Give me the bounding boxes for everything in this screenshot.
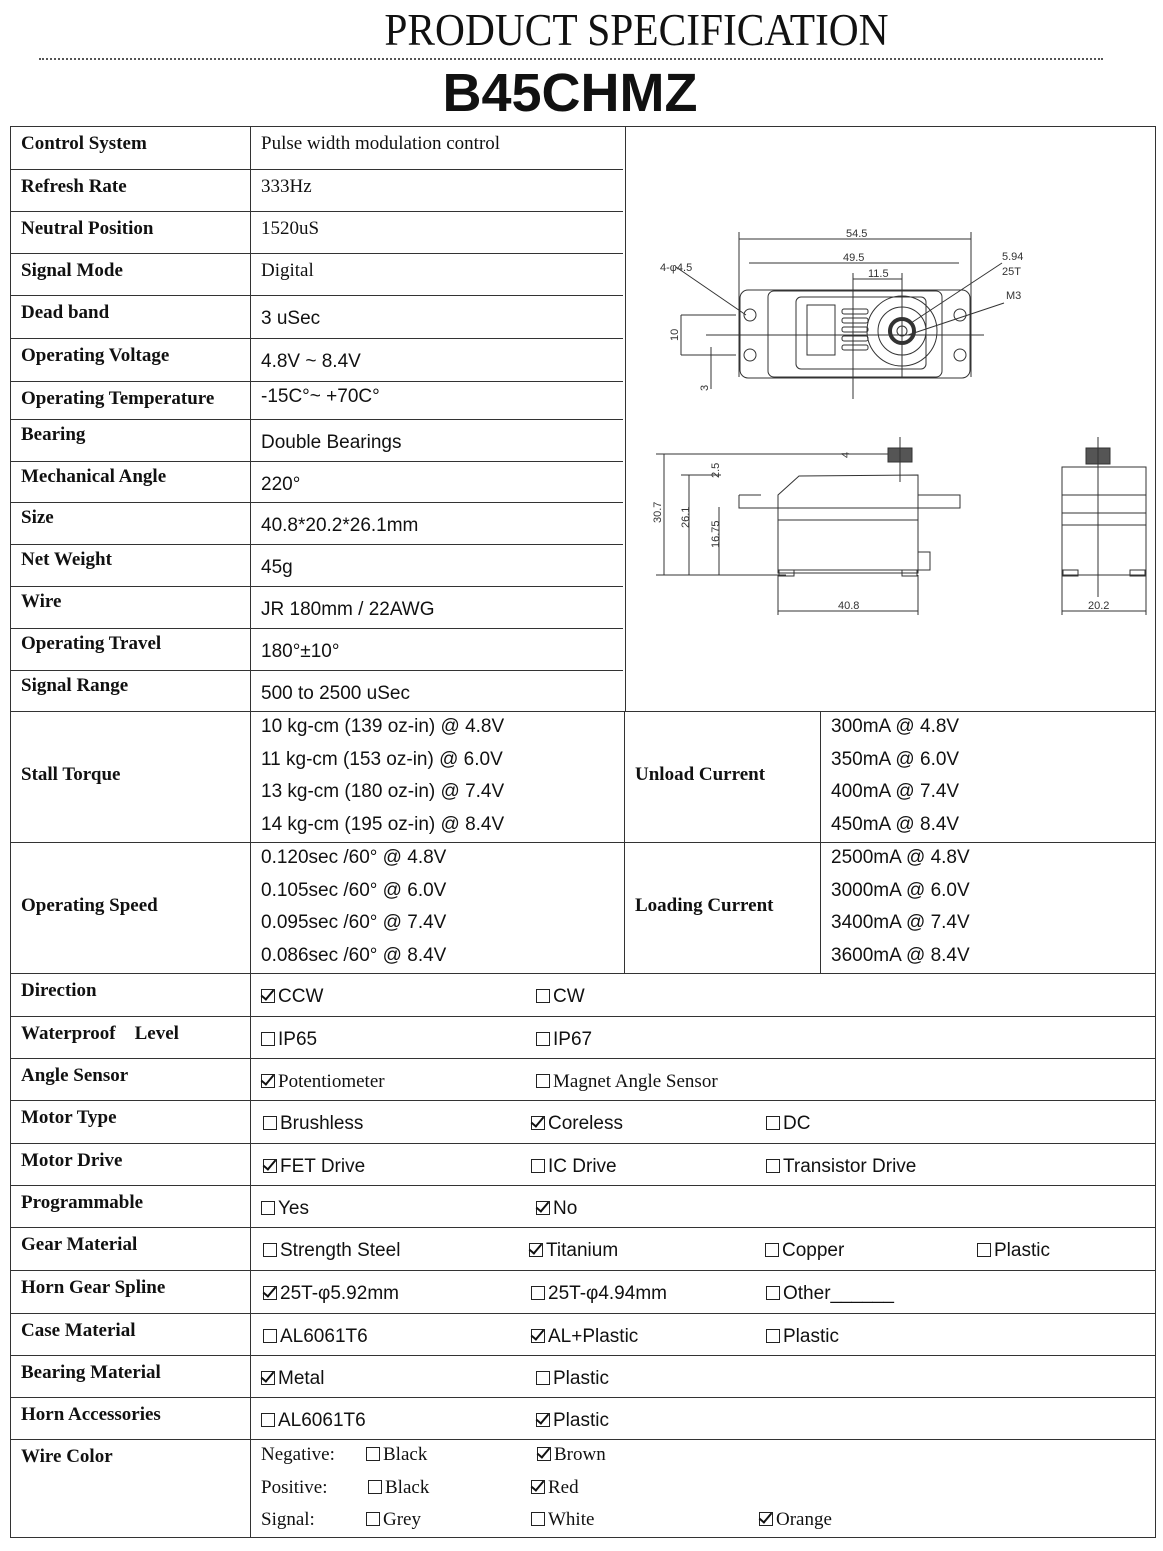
spec-row bbox=[11, 544, 623, 586]
wire-color-checkbox[interactable] bbox=[759, 1509, 832, 1531]
option-text: Other______ bbox=[783, 1283, 894, 1304]
svg-text:3: 3 bbox=[699, 384, 711, 391]
value-line: 0.086sec /60° @ 8.4V bbox=[261, 944, 447, 966]
option-text: Magnet Angle Sensor bbox=[553, 1071, 718, 1092]
unchecked-box-icon[interactable] bbox=[766, 1329, 780, 1343]
column-divider bbox=[250, 420, 251, 462]
option-checkbox[interactable] bbox=[531, 1326, 638, 1348]
option-text: DC bbox=[783, 1113, 811, 1134]
column-divider bbox=[250, 212, 251, 254]
spec-value: 1520uS bbox=[261, 218, 320, 239]
column-divider bbox=[250, 1059, 251, 1101]
dimension-drawing bbox=[625, 127, 1158, 711]
unchecked-box-icon[interactable] bbox=[261, 1201, 275, 1215]
unchecked-box-icon[interactable] bbox=[366, 1447, 380, 1461]
option-checkbox[interactable] bbox=[765, 1240, 844, 1262]
spec-value: Pulse width modulation control bbox=[261, 133, 501, 154]
option-checkbox[interactable] bbox=[531, 1283, 667, 1305]
option-row bbox=[11, 1355, 1155, 1397]
value-line: 0.095sec /60° @ 7.4V bbox=[261, 912, 447, 933]
option-checkbox[interactable] bbox=[977, 1240, 1050, 1262]
unchecked-box-icon[interactable] bbox=[536, 1074, 550, 1088]
option-text: 25T-φ5.92mm bbox=[280, 1283, 399, 1304]
column-divider bbox=[624, 712, 625, 843]
svg-text:54.5: 54.5 bbox=[846, 228, 868, 240]
option-label: Direction bbox=[21, 980, 97, 1001]
option-checkbox[interactable] bbox=[766, 1113, 810, 1135]
option-label: Horn Gear Spline bbox=[21, 1277, 166, 1298]
option-text: 25T-φ4.94mm bbox=[548, 1283, 667, 1304]
option-label: Motor Type bbox=[21, 1107, 117, 1128]
spec-value: 500 to 2500 uSec bbox=[261, 683, 410, 704]
option-row bbox=[11, 1313, 1155, 1355]
option-text: Brushless bbox=[280, 1113, 364, 1134]
option-checkbox[interactable] bbox=[263, 1326, 368, 1348]
option-label: Motor Drive bbox=[21, 1150, 123, 1171]
option-row bbox=[11, 1227, 1155, 1270]
unchecked-box-icon[interactable] bbox=[765, 1243, 779, 1257]
spec-row bbox=[11, 628, 623, 670]
unchecked-box-icon[interactable] bbox=[263, 1243, 277, 1257]
checked-box-icon[interactable] bbox=[529, 1243, 543, 1257]
value-line: 11 kg-cm (153 oz-in) @ 6.0V bbox=[261, 748, 503, 770]
option-checkbox[interactable] bbox=[536, 986, 585, 1008]
spec-label: Control System bbox=[21, 133, 147, 154]
column-divider bbox=[250, 843, 251, 974]
spec-value: 180°±10° bbox=[261, 641, 340, 662]
value-line: 10 kg-cm (139 oz-in) @ 4.8V bbox=[261, 716, 505, 737]
option-label: Angle Sensor bbox=[21, 1065, 129, 1086]
spec-value: 4.8V ~ 8.4V bbox=[261, 351, 361, 372]
svg-text:49.5: 49.5 bbox=[843, 252, 865, 264]
option-row bbox=[11, 973, 1155, 1016]
unchecked-box-icon[interactable] bbox=[368, 1480, 382, 1494]
column-divider bbox=[250, 1356, 251, 1398]
option-text: Red bbox=[548, 1476, 579, 1498]
option-text: Plastic bbox=[553, 1368, 609, 1389]
spec-value: 333Hz bbox=[261, 176, 312, 197]
option-text: White bbox=[548, 1509, 595, 1530]
option-checkbox[interactable] bbox=[261, 1029, 317, 1051]
current-value-line: 2500mA @ 4.8V bbox=[831, 847, 970, 868]
servo-drawing-icon bbox=[626, 127, 1158, 711]
spec-table bbox=[10, 126, 1156, 1538]
wire-color-checkbox[interactable] bbox=[537, 1444, 606, 1466]
svg-text:25T: 25T bbox=[1002, 266, 1021, 278]
title-divider bbox=[39, 58, 1103, 60]
option-row bbox=[11, 1143, 1155, 1185]
spec-row bbox=[11, 502, 623, 544]
model-number: B45CHMZ bbox=[442, 63, 698, 123]
wire-color-checkbox[interactable] bbox=[531, 1477, 579, 1499]
option-text: Orange bbox=[776, 1509, 832, 1530]
spec-value: -15C°~ +70C° bbox=[261, 386, 380, 407]
column-divider bbox=[250, 254, 251, 296]
option-text: Plastic bbox=[783, 1326, 839, 1347]
option-checkbox[interactable] bbox=[261, 1071, 385, 1093]
svg-text:40.8: 40.8 bbox=[838, 600, 860, 612]
unchecked-box-icon[interactable] bbox=[766, 1286, 780, 1300]
option-text: Strength Steel bbox=[280, 1240, 401, 1261]
option-label: Horn Accessories bbox=[21, 1404, 161, 1425]
option-text: Plastic bbox=[994, 1240, 1050, 1261]
option-text: Transistor Drive bbox=[783, 1156, 917, 1177]
option-text: Grey bbox=[383, 1509, 421, 1530]
option-text: Black bbox=[385, 1476, 430, 1498]
option-text: AL+Plastic bbox=[548, 1326, 639, 1347]
unchecked-box-icon[interactable] bbox=[531, 1286, 545, 1300]
option-checkbox[interactable] bbox=[531, 1156, 617, 1178]
svg-text:M3: M3 bbox=[1006, 290, 1022, 302]
option-text: AL6061T6 bbox=[278, 1410, 366, 1431]
value-line: 0.120sec /60° @ 4.8V bbox=[261, 847, 447, 868]
current-value-line: 450mA @ 8.4V bbox=[831, 813, 960, 835]
checked-box-icon[interactable] bbox=[531, 1480, 545, 1494]
checked-box-icon[interactable] bbox=[263, 1286, 277, 1300]
wire-color-checkbox[interactable] bbox=[366, 1509, 421, 1531]
spec-label: Operating Travel bbox=[21, 633, 162, 654]
column-divider bbox=[624, 843, 625, 974]
spec-label: Net Weight bbox=[21, 549, 112, 570]
spec-row bbox=[11, 670, 623, 711]
spec-value: 45g bbox=[261, 557, 293, 578]
option-text: CCW bbox=[278, 986, 324, 1007]
option-checkbox[interactable] bbox=[536, 1198, 577, 1220]
option-row bbox=[11, 1016, 1155, 1058]
column-divider bbox=[250, 296, 251, 339]
column-divider bbox=[250, 127, 251, 169]
option-label: Programmable bbox=[21, 1192, 144, 1213]
spec-row bbox=[11, 253, 623, 295]
wire-row-label: Negative: bbox=[261, 1444, 335, 1465]
option-checkbox[interactable] bbox=[536, 1029, 592, 1051]
value-line: 14 kg-cm (195 oz-in) @ 8.4V bbox=[261, 813, 505, 835]
option-text: Titanium bbox=[546, 1240, 619, 1261]
checked-box-icon[interactable] bbox=[531, 1329, 545, 1343]
column-divider bbox=[250, 1017, 251, 1059]
column-divider bbox=[250, 170, 251, 212]
column-divider bbox=[250, 462, 251, 503]
checked-box-icon[interactable] bbox=[263, 1159, 277, 1173]
unchecked-box-icon[interactable] bbox=[977, 1243, 991, 1257]
value-line: 13 kg-cm (180 oz-in) @ 7.4V bbox=[261, 781, 505, 802]
unchecked-box-icon[interactable] bbox=[536, 1371, 550, 1385]
spec-label: Neutral Position bbox=[21, 218, 154, 239]
svg-text:26.1: 26.1 bbox=[680, 506, 692, 528]
spec-row bbox=[11, 127, 623, 169]
option-checkbox[interactable] bbox=[261, 1368, 324, 1390]
column-divider bbox=[820, 712, 821, 843]
option-text: IP67 bbox=[553, 1029, 593, 1050]
column-divider bbox=[250, 712, 251, 843]
column-divider bbox=[250, 503, 251, 545]
checked-box-icon[interactable] bbox=[537, 1447, 551, 1461]
spec-value: Double Bearings bbox=[261, 432, 402, 453]
option-row bbox=[11, 1185, 1155, 1227]
option-text: Black bbox=[383, 1444, 428, 1465]
option-text: CW bbox=[553, 986, 585, 1007]
spec-label: Operating Temperature bbox=[21, 388, 215, 409]
option-label: Gear Material bbox=[21, 1234, 138, 1255]
wire-color-checkbox[interactable] bbox=[531, 1509, 594, 1531]
unchecked-box-icon[interactable] bbox=[531, 1159, 545, 1173]
spec-label: Stall Torque bbox=[21, 763, 121, 785]
spec-row bbox=[11, 338, 623, 381]
value-line: 0.105sec /60° @ 6.0V bbox=[261, 879, 447, 901]
svg-text:16.75: 16.75 bbox=[710, 520, 722, 548]
option-checkbox[interactable] bbox=[766, 1283, 894, 1305]
spec-value: 40.8*20.2*26.1mm bbox=[261, 515, 419, 536]
spec-row bbox=[11, 169, 623, 211]
unchecked-box-icon[interactable] bbox=[531, 1512, 545, 1526]
option-text: No bbox=[553, 1198, 578, 1219]
spec-value: 220° bbox=[261, 474, 301, 495]
option-label: Case Material bbox=[21, 1320, 136, 1341]
option-text: AL6061T6 bbox=[280, 1326, 368, 1347]
option-checkbox[interactable] bbox=[536, 1410, 609, 1432]
current-label: Unload Current bbox=[635, 763, 766, 785]
wire-row-label: Positive: bbox=[261, 1476, 328, 1498]
checked-box-icon[interactable] bbox=[261, 989, 275, 1003]
unchecked-box-icon[interactable] bbox=[261, 1032, 275, 1046]
current-value-line: 3600mA @ 8.4V bbox=[831, 944, 970, 966]
column-divider bbox=[250, 1440, 251, 1538]
checked-box-icon[interactable] bbox=[531, 1116, 545, 1130]
svg-text:11.5: 11.5 bbox=[868, 268, 889, 280]
option-checkbox[interactable] bbox=[261, 986, 323, 1008]
option-text: Metal bbox=[278, 1368, 325, 1389]
option-text: Copper bbox=[782, 1240, 845, 1261]
svg-text:20.2: 20.2 bbox=[1088, 600, 1110, 612]
spec-label: Operating Voltage bbox=[21, 345, 170, 366]
column-divider bbox=[250, 1186, 251, 1228]
checked-box-icon[interactable] bbox=[536, 1201, 550, 1215]
column-divider bbox=[250, 974, 251, 1017]
column-divider bbox=[250, 339, 251, 382]
unchecked-box-icon[interactable] bbox=[766, 1116, 780, 1130]
current-value-line: 3400mA @ 7.4V bbox=[831, 912, 970, 933]
spec-label: Signal Range bbox=[21, 675, 129, 696]
svg-text:4: 4 bbox=[840, 451, 852, 458]
column-divider bbox=[250, 1228, 251, 1271]
spec-row bbox=[11, 381, 623, 419]
current-value-line: 400mA @ 7.4V bbox=[831, 781, 960, 802]
option-checkbox[interactable] bbox=[263, 1240, 400, 1262]
column-divider bbox=[250, 629, 251, 671]
wire-color-checkbox[interactable] bbox=[366, 1444, 427, 1466]
option-checkbox[interactable] bbox=[261, 1198, 309, 1220]
spec-row bbox=[11, 461, 623, 502]
option-checkbox[interactable] bbox=[536, 1071, 718, 1093]
option-text: IP65 bbox=[278, 1029, 318, 1050]
option-text: Plastic bbox=[553, 1410, 609, 1431]
option-text: Yes bbox=[278, 1198, 309, 1219]
current-label: Loading Current bbox=[635, 894, 774, 916]
option-checkbox[interactable] bbox=[766, 1326, 839, 1348]
wire-color-row bbox=[11, 1439, 1155, 1537]
column-divider bbox=[250, 671, 251, 712]
svg-text:2.5: 2.5 bbox=[710, 462, 722, 478]
unchecked-box-icon[interactable] bbox=[263, 1116, 277, 1130]
option-checkbox[interactable] bbox=[263, 1156, 365, 1178]
option-checkbox[interactable] bbox=[529, 1240, 618, 1262]
operating-speed-row bbox=[11, 842, 1155, 973]
column-divider bbox=[250, 545, 251, 587]
column-divider bbox=[250, 1271, 251, 1314]
column-divider bbox=[820, 843, 821, 974]
option-text: Brown bbox=[554, 1444, 606, 1465]
svg-text:4-φ4.5: 4-φ4.5 bbox=[660, 262, 693, 274]
checked-box-icon[interactable] bbox=[536, 1413, 550, 1427]
current-value-line: 300mA @ 4.8V bbox=[831, 716, 960, 737]
option-checkbox[interactable] bbox=[263, 1113, 363, 1135]
option-text: Coreless bbox=[548, 1113, 623, 1134]
unchecked-box-icon[interactable] bbox=[536, 989, 550, 1003]
option-checkbox[interactable] bbox=[263, 1283, 399, 1305]
spec-label: Wire bbox=[21, 591, 62, 612]
option-checkbox[interactable] bbox=[531, 1113, 623, 1135]
current-value-line: 350mA @ 6.0V bbox=[831, 748, 960, 770]
svg-text:30.7: 30.7 bbox=[652, 501, 664, 523]
option-label: Bearing Material bbox=[21, 1362, 161, 1383]
option-text: Potentiometer bbox=[278, 1071, 385, 1092]
checked-box-icon[interactable] bbox=[759, 1512, 773, 1526]
column-divider bbox=[250, 1101, 251, 1144]
current-value-line: 3000mA @ 6.0V bbox=[831, 879, 970, 901]
column-divider bbox=[250, 1144, 251, 1186]
spec-row bbox=[11, 586, 623, 628]
option-checkbox[interactable] bbox=[536, 1368, 609, 1390]
spec-row bbox=[11, 419, 623, 461]
column-divider bbox=[250, 1398, 251, 1440]
wire-color-checkbox[interactable] bbox=[368, 1477, 429, 1499]
unchecked-box-icon[interactable] bbox=[366, 1512, 380, 1526]
column-divider bbox=[250, 382, 251, 420]
option-label: Waterproof Level bbox=[21, 1023, 179, 1044]
spec-value: Digital bbox=[261, 260, 314, 281]
wire-row-label: Signal: bbox=[261, 1509, 315, 1530]
spec-label: Dead band bbox=[21, 302, 110, 323]
unchecked-box-icon[interactable] bbox=[536, 1032, 550, 1046]
spec-label: Signal Mode bbox=[21, 260, 123, 281]
spec-value: 3 uSec bbox=[261, 308, 321, 329]
unchecked-box-icon[interactable] bbox=[766, 1159, 780, 1173]
document-title: PRODUCT SPECIFICATION bbox=[384, 5, 889, 55]
unchecked-box-icon[interactable] bbox=[261, 1413, 275, 1427]
spec-label: Size bbox=[21, 507, 54, 528]
column-divider bbox=[250, 1314, 251, 1356]
svg-text:10: 10 bbox=[669, 328, 681, 341]
option-row bbox=[11, 1397, 1155, 1439]
svg-text:5.94: 5.94 bbox=[1002, 251, 1024, 263]
spec-value: JR 180mm / 22AWG bbox=[261, 599, 435, 620]
checked-box-icon[interactable] bbox=[261, 1074, 275, 1088]
checked-box-icon[interactable] bbox=[261, 1371, 275, 1385]
spec-label: Refresh Rate bbox=[21, 176, 127, 197]
unchecked-box-icon[interactable] bbox=[263, 1329, 277, 1343]
option-row bbox=[11, 1058, 1155, 1100]
spec-row bbox=[11, 295, 623, 338]
stall-torque-row bbox=[11, 711, 1155, 842]
column-divider bbox=[250, 587, 251, 629]
option-text: FET Drive bbox=[280, 1156, 366, 1177]
spec-row bbox=[11, 211, 623, 253]
option-text: IC Drive bbox=[548, 1156, 617, 1177]
option-checkbox[interactable] bbox=[261, 1410, 366, 1432]
spec-label: Mechanical Angle bbox=[21, 466, 167, 487]
spec-label: Bearing bbox=[21, 424, 86, 445]
option-row bbox=[11, 1270, 1155, 1313]
spec-label: Operating Speed bbox=[21, 894, 158, 916]
option-checkbox[interactable] bbox=[766, 1156, 916, 1178]
option-row bbox=[11, 1100, 1155, 1143]
option-label: Wire Color bbox=[21, 1446, 113, 1467]
